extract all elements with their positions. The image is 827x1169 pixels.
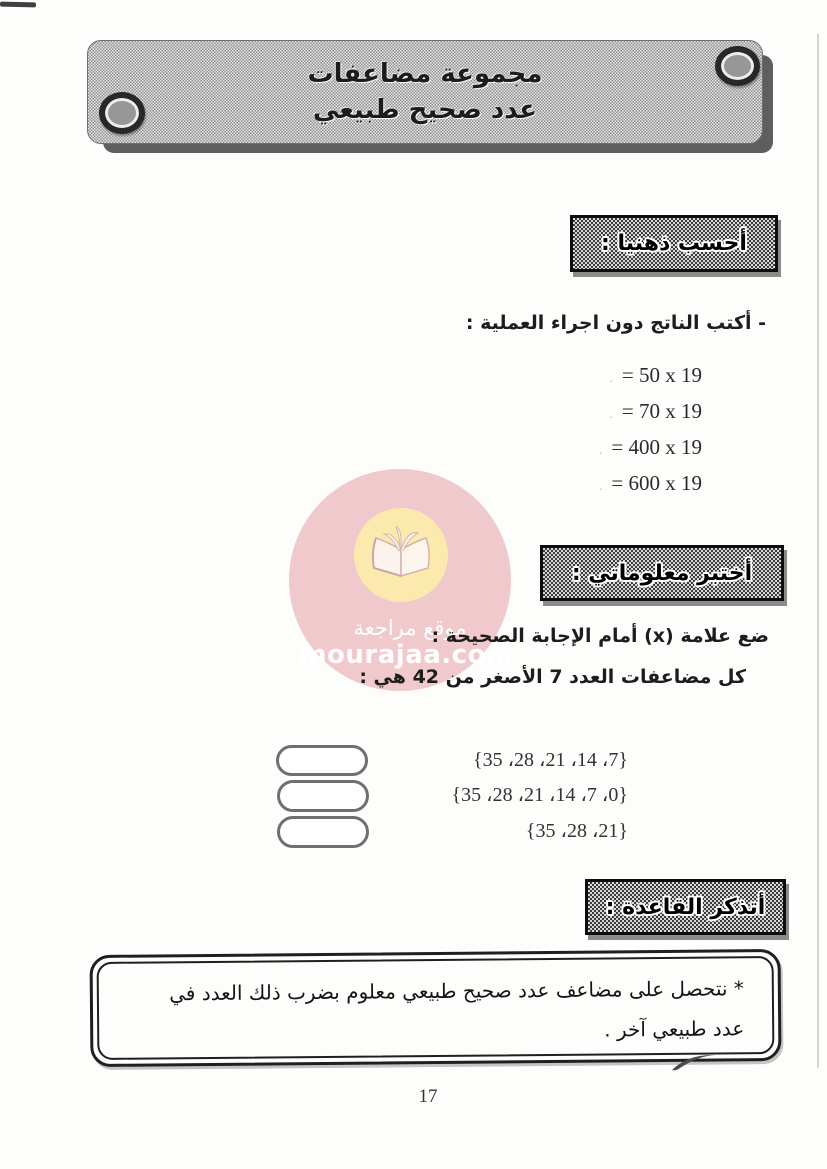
option-set-text: {35 ،28 ،21} (525, 820, 628, 842)
answer-placeholder: . (609, 370, 613, 385)
scan-artifact-mark (0, 2, 36, 8)
grommet-icon (715, 46, 760, 86)
equation-row (599, 471, 702, 496)
section-title-label: أختبر معلوماتي : (571, 560, 753, 586)
answer-checkbox[interactable] (277, 780, 369, 812)
watermark-site-name: موقع مراجعة (353, 616, 467, 640)
rule-text: * نتحصل على مضاعف عدد صحيح طبيعي معلوم بضرب ذلك العدد في عدد طبيعي آخر . (97, 956, 775, 1060)
page-number: 17 (418, 1086, 438, 1107)
equation-text: = 70 x 19 (621, 399, 702, 423)
equation-row (599, 435, 702, 460)
answer-placeholder: . (599, 478, 603, 493)
quiz-instruction: ضع علامة (x) أمام الإجابة الصحيحة : (431, 625, 769, 647)
answer-checkbox[interactable] (276, 745, 368, 776)
equation-row (610, 363, 702, 388)
equation-text: = 600 x 19 (611, 471, 702, 495)
option-set-text: {35 ،28 ،21 ،14 ،7} (472, 749, 628, 771)
equation-text: = 400 x 19 (611, 435, 702, 459)
section-title-mental-math (570, 215, 778, 272)
equation-text: = 50 x 19 (621, 363, 702, 387)
banner-title-line2: عدد صحيح طبيعي (312, 94, 538, 125)
section-title-label: أتذكر القاعدة : (605, 894, 766, 920)
grommet-icon (99, 92, 145, 134)
answer-placeholder: . (599, 442, 603, 457)
open-book-icon (366, 524, 436, 586)
section-title-label: أحسب ذهنيا : (601, 231, 747, 256)
answer-placeholder: . (609, 406, 613, 421)
watermark-site-url: mourajaa.com (299, 640, 514, 670)
section-title-quiz (540, 545, 784, 601)
option-set-text: {35 ،28 ،21 ،14 ،7 ،0} (451, 784, 628, 806)
page-edge-line (817, 34, 819, 1068)
banner-title-line1: مجموعة مضاعفات (307, 58, 543, 89)
section-title-rule (585, 879, 786, 935)
header-banner (87, 40, 763, 144)
equation-row (610, 399, 702, 424)
quiz-question: كل مضاعفات العدد 7 الأصغر من 42 هي : (359, 666, 746, 688)
answer-checkbox[interactable] (277, 816, 369, 848)
mental-math-instruction: - أكتب الناتج دون اجراء العملية : (465, 312, 766, 334)
pen-swoosh-mark (670, 1050, 725, 1075)
